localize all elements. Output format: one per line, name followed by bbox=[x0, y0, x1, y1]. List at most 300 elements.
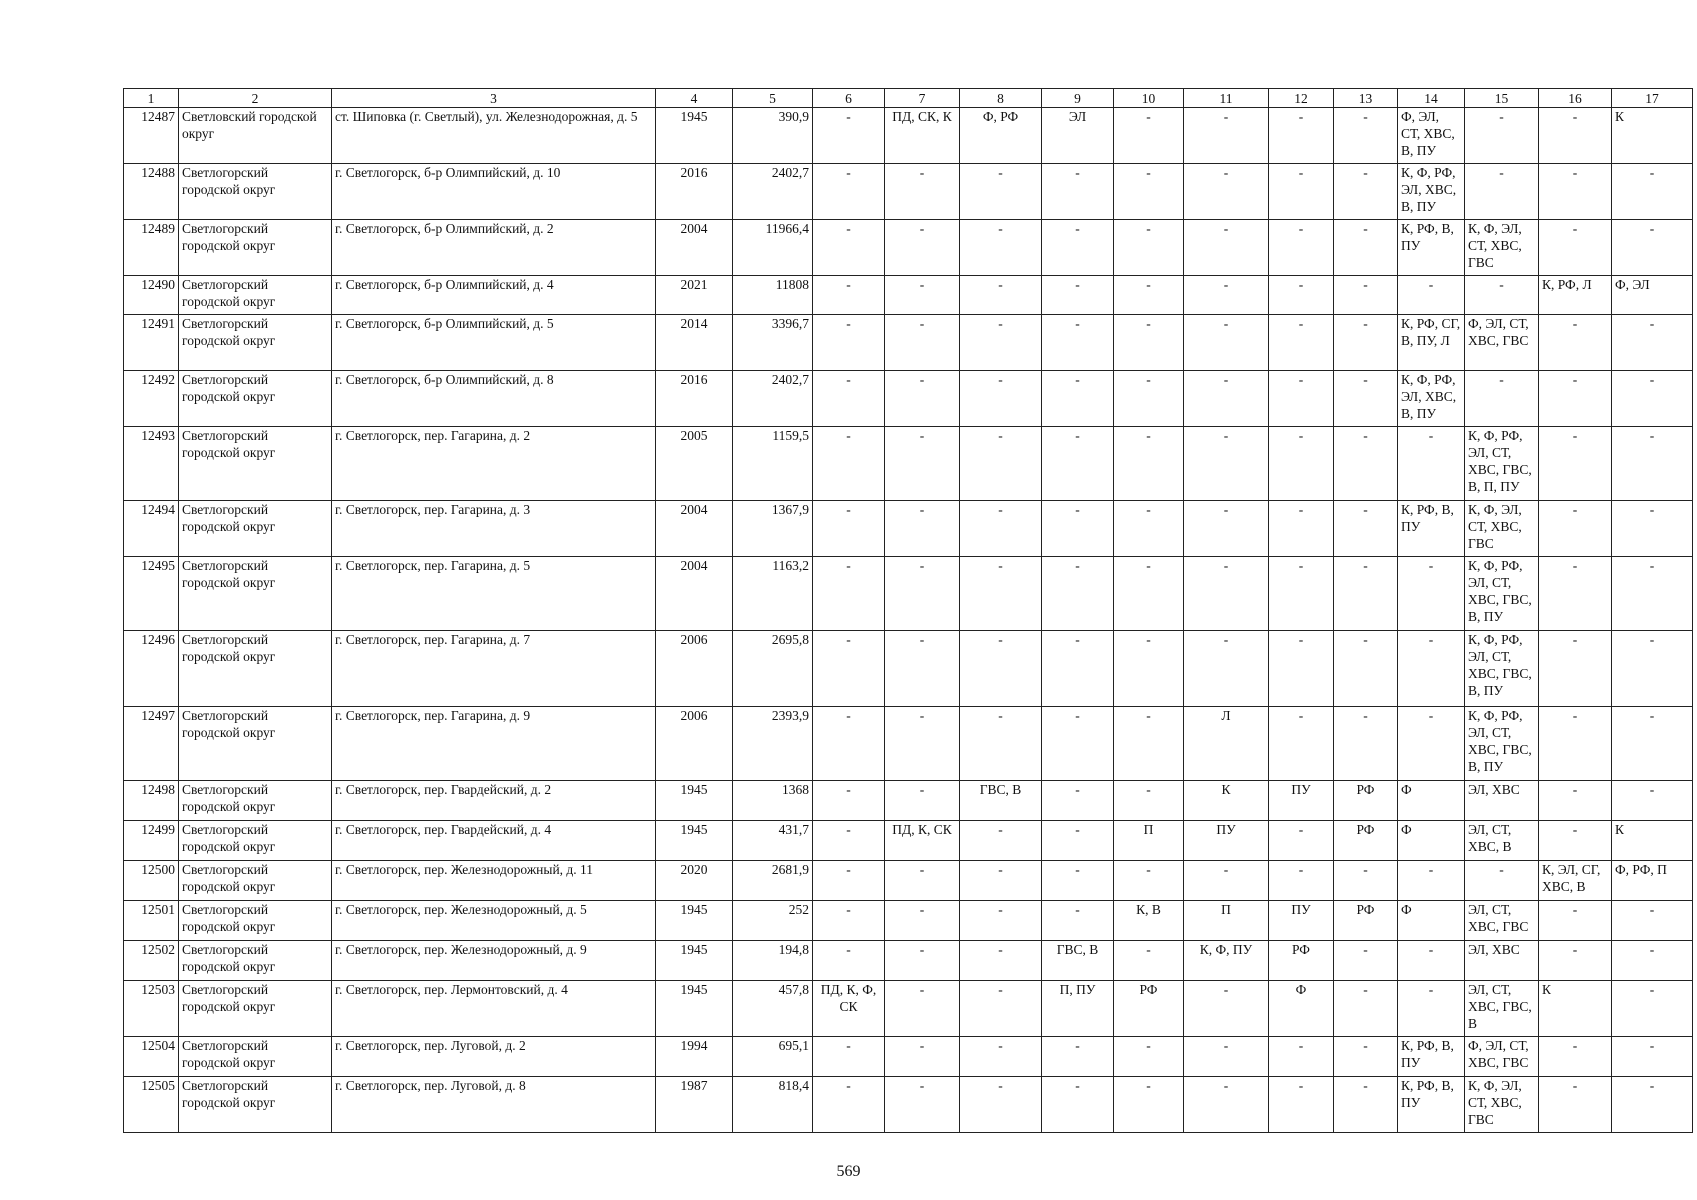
table-cell: - bbox=[1042, 371, 1114, 427]
table-cell: Светлогорский городской округ bbox=[179, 220, 332, 276]
table-cell: 431,7 bbox=[733, 821, 813, 861]
table-cell: - bbox=[1042, 315, 1114, 371]
table-cell: - bbox=[1269, 427, 1334, 501]
table-row bbox=[124, 371, 1693, 427]
table-cell: К, Ф, РФ, ЭЛ, СТ, ХВС, ГВС, В, ПУ bbox=[1465, 707, 1539, 781]
table-cell: 12497 bbox=[124, 707, 179, 781]
table-cell: - bbox=[813, 220, 885, 276]
table-cell: - bbox=[1612, 631, 1693, 707]
table-cell: - bbox=[1539, 427, 1612, 501]
table-cell: - bbox=[1269, 108, 1334, 164]
table-cell: 457,8 bbox=[733, 981, 813, 1037]
column-header: 14 bbox=[1398, 89, 1465, 108]
table-cell: - bbox=[1042, 1037, 1114, 1077]
table-cell: - bbox=[885, 427, 960, 501]
column-header: 12 bbox=[1269, 89, 1334, 108]
table-cell: - bbox=[1334, 1077, 1398, 1133]
table-cell: 12503 bbox=[124, 981, 179, 1037]
table-cell: 695,1 bbox=[733, 1037, 813, 1077]
table-cell: - bbox=[813, 1077, 885, 1133]
table-cell: - bbox=[1612, 371, 1693, 427]
table-cell: - bbox=[1539, 1077, 1612, 1133]
table-cell: - bbox=[885, 371, 960, 427]
table-cell: 2006 bbox=[656, 631, 733, 707]
table-cell: - bbox=[960, 1037, 1042, 1077]
table-row bbox=[124, 631, 1693, 707]
table-cell: Светлогорский городской округ bbox=[179, 781, 332, 821]
table-cell: - bbox=[1612, 1037, 1693, 1077]
page-number: 569 bbox=[836, 1163, 861, 1180]
table-cell: - bbox=[1539, 631, 1612, 707]
table-cell: 1994 bbox=[656, 1037, 733, 1077]
table-cell: - bbox=[1269, 501, 1334, 557]
table-cell: - bbox=[960, 164, 1042, 220]
table-cell: - bbox=[1334, 941, 1398, 981]
table-cell: - bbox=[1334, 164, 1398, 220]
table-cell: - bbox=[1612, 220, 1693, 276]
table-cell: - bbox=[1539, 901, 1612, 941]
table-cell: - bbox=[1269, 821, 1334, 861]
table-cell: РФ bbox=[1334, 901, 1398, 941]
table-cell: - bbox=[1114, 861, 1184, 901]
table-cell: - bbox=[1184, 631, 1269, 707]
table-cell: - bbox=[1184, 276, 1269, 315]
table-cell: - bbox=[1269, 371, 1334, 427]
table-cell: - bbox=[1184, 501, 1269, 557]
table-cell: - bbox=[960, 941, 1042, 981]
table-cell: 12490 bbox=[124, 276, 179, 315]
table-cell: 12491 bbox=[124, 315, 179, 371]
table-cell: - bbox=[960, 861, 1042, 901]
table-cell: - bbox=[1269, 220, 1334, 276]
table-cell: К, РФ, В, ПУ bbox=[1398, 220, 1465, 276]
table-cell: К, В bbox=[1114, 901, 1184, 941]
table-cell: РФ bbox=[1114, 981, 1184, 1037]
table-cell: К, Ф, РФ, ЭЛ, ХВС, В, ПУ bbox=[1398, 164, 1465, 220]
table-row bbox=[124, 941, 1693, 981]
table-cell: 1945 bbox=[656, 981, 733, 1037]
table-cell: 2016 bbox=[656, 164, 733, 220]
table-row bbox=[124, 315, 1693, 371]
table-cell: - bbox=[1114, 1077, 1184, 1133]
table-cell: - bbox=[1114, 501, 1184, 557]
table-cell: - bbox=[885, 1077, 960, 1133]
data-table bbox=[123, 88, 1693, 1133]
table-cell: - bbox=[1398, 276, 1465, 315]
table-cell: - bbox=[960, 557, 1042, 631]
table-cell: г. Светлогорск, б-р Олимпийский, д. 8 bbox=[332, 371, 656, 427]
table-cell: 2004 bbox=[656, 501, 733, 557]
table-cell: 1945 bbox=[656, 821, 733, 861]
table-cell: - bbox=[1334, 220, 1398, 276]
table-cell: - bbox=[1612, 901, 1693, 941]
table-cell: - bbox=[813, 427, 885, 501]
table-cell: 390,9 bbox=[733, 108, 813, 164]
table-cell: 12493 bbox=[124, 427, 179, 501]
table-cell: - bbox=[960, 276, 1042, 315]
table-cell: - bbox=[1612, 707, 1693, 781]
table-cell: - bbox=[885, 1037, 960, 1077]
table-cell: 818,4 bbox=[733, 1077, 813, 1133]
table-cell: - bbox=[1539, 941, 1612, 981]
table-cell: - bbox=[1539, 1037, 1612, 1077]
table-cell: - bbox=[1612, 981, 1693, 1037]
table-cell: 11808 bbox=[733, 276, 813, 315]
table-cell: - bbox=[960, 427, 1042, 501]
table-cell: г. Светлогорск, б-р Олимпийский, д. 4 bbox=[332, 276, 656, 315]
table-cell: К, Ф, РФ, ЭЛ, СТ, ХВС, ГВС, В, ПУ bbox=[1465, 631, 1539, 707]
table-cell: - bbox=[1539, 315, 1612, 371]
table-cell: - bbox=[813, 861, 885, 901]
table-cell: 12505 bbox=[124, 1077, 179, 1133]
table-cell: г. Светлогорск, пер. Лермонтовский, д. 4 bbox=[332, 981, 656, 1037]
table-cell: Л bbox=[1184, 707, 1269, 781]
table-cell: - bbox=[1465, 371, 1539, 427]
table-cell: - bbox=[1539, 371, 1612, 427]
table-cell: 12499 bbox=[124, 821, 179, 861]
table-cell: - bbox=[1334, 315, 1398, 371]
table-cell: К bbox=[1612, 821, 1693, 861]
table-cell: - bbox=[1334, 108, 1398, 164]
table-cell: К, Ф, ЭЛ, СТ, ХВС, ГВС bbox=[1465, 501, 1539, 557]
table-cell: - bbox=[1539, 220, 1612, 276]
table-cell: - bbox=[1539, 781, 1612, 821]
table-cell: - bbox=[1042, 164, 1114, 220]
table-cell: 12495 bbox=[124, 557, 179, 631]
table-cell: - bbox=[885, 164, 960, 220]
table-cell: - bbox=[1612, 427, 1693, 501]
column-header: 7 bbox=[885, 89, 960, 108]
table-cell: ПУ bbox=[1269, 781, 1334, 821]
table-cell: - bbox=[813, 501, 885, 557]
table-cell: Светлогорский городской округ bbox=[179, 557, 332, 631]
table-cell: - bbox=[885, 315, 960, 371]
table-cell: - bbox=[1612, 164, 1693, 220]
table-cell: 2004 bbox=[656, 557, 733, 631]
table-cell: - bbox=[1114, 164, 1184, 220]
table-cell: - bbox=[885, 981, 960, 1037]
table-cell: ПУ bbox=[1269, 901, 1334, 941]
table-cell: - bbox=[1269, 557, 1334, 631]
table-cell: - bbox=[1184, 371, 1269, 427]
table-cell: 2020 bbox=[656, 861, 733, 901]
table-cell: ЭЛ bbox=[1042, 108, 1114, 164]
table-cell: К, РФ, В, ПУ bbox=[1398, 1077, 1465, 1133]
table-cell: - bbox=[1612, 1077, 1693, 1133]
table-cell: - bbox=[813, 557, 885, 631]
table-cell: ПД, К, Ф, СК bbox=[813, 981, 885, 1037]
table-cell: - bbox=[1114, 1037, 1184, 1077]
table-cell: ЭЛ, ХВС bbox=[1465, 781, 1539, 821]
table-cell: - bbox=[885, 901, 960, 941]
table-cell: - bbox=[1042, 427, 1114, 501]
table-cell: ГВС, В bbox=[1042, 941, 1114, 981]
table-cell: - bbox=[1114, 108, 1184, 164]
table-cell: - bbox=[1612, 315, 1693, 371]
table-cell: 12494 bbox=[124, 501, 179, 557]
table-cell: - bbox=[1042, 501, 1114, 557]
table-cell: - bbox=[1539, 821, 1612, 861]
table-cell: - bbox=[1042, 901, 1114, 941]
table-cell: Светлогорский городской округ bbox=[179, 371, 332, 427]
table-cell: ЭЛ, ХВС bbox=[1465, 941, 1539, 981]
table-cell: 12488 bbox=[124, 164, 179, 220]
table-cell: г. Светлогорск, пер. Луговой, д. 8 bbox=[332, 1077, 656, 1133]
table-row bbox=[124, 1037, 1693, 1077]
table-cell: РФ bbox=[1269, 941, 1334, 981]
table-cell: - bbox=[1334, 501, 1398, 557]
table-cell: - bbox=[1184, 108, 1269, 164]
table-cell: - bbox=[1269, 631, 1334, 707]
table-cell: - bbox=[1114, 707, 1184, 781]
table-cell: - bbox=[1042, 1077, 1114, 1133]
table-cell: Светлогорский городской округ bbox=[179, 1077, 332, 1133]
table-cell: - bbox=[1334, 1037, 1398, 1077]
table-cell: - bbox=[960, 821, 1042, 861]
table-cell: 2681,9 bbox=[733, 861, 813, 901]
table-cell: - bbox=[1184, 427, 1269, 501]
table-cell: К, Ф, ЭЛ, СТ, ХВС, ГВС bbox=[1465, 1077, 1539, 1133]
table-cell: Ф, РФ bbox=[960, 108, 1042, 164]
table-cell: - bbox=[960, 631, 1042, 707]
table-cell: К, Ф, РФ, ЭЛ, СТ, ХВС, ГВС, В, П, ПУ bbox=[1465, 427, 1539, 501]
table-cell: - bbox=[813, 707, 885, 781]
table-cell: - bbox=[960, 981, 1042, 1037]
table-cell: г. Светлогорск, б-р Олимпийский, д. 5 bbox=[332, 315, 656, 371]
table-cell: - bbox=[1042, 861, 1114, 901]
table-cell: К, Ф, ПУ bbox=[1184, 941, 1269, 981]
table-cell: - bbox=[1184, 220, 1269, 276]
table-cell: г. Светлогорск, пер. Луговой, д. 2 bbox=[332, 1037, 656, 1077]
table-cell: - bbox=[1269, 861, 1334, 901]
table-cell: - bbox=[885, 557, 960, 631]
table-row bbox=[124, 557, 1693, 631]
table-row bbox=[124, 427, 1693, 501]
table-cell: Светлогорский городской округ bbox=[179, 707, 332, 781]
table-cell: Светлогорский городской округ bbox=[179, 631, 332, 707]
column-header: 11 bbox=[1184, 89, 1269, 108]
table-cell: - bbox=[1398, 631, 1465, 707]
table-cell: ПУ bbox=[1184, 821, 1269, 861]
table-cell: - bbox=[1114, 427, 1184, 501]
table-cell: К, РФ, В, ПУ bbox=[1398, 501, 1465, 557]
table-cell: - bbox=[813, 108, 885, 164]
table-cell: г. Светлогорск, б-р Олимпийский, д. 2 bbox=[332, 220, 656, 276]
column-header: 17 bbox=[1612, 89, 1693, 108]
table-cell: - bbox=[885, 707, 960, 781]
table-cell: 1987 bbox=[656, 1077, 733, 1133]
table-cell: П, ПУ bbox=[1042, 981, 1114, 1037]
table-cell: - bbox=[1042, 631, 1114, 707]
table-cell: Ф, ЭЛ, СТ, ХВС, В, ПУ bbox=[1398, 108, 1465, 164]
column-header: 4 bbox=[656, 89, 733, 108]
column-header: 13 bbox=[1334, 89, 1398, 108]
table-cell: - bbox=[1334, 427, 1398, 501]
table-cell: - bbox=[960, 501, 1042, 557]
table-cell: 2006 bbox=[656, 707, 733, 781]
table-cell: - bbox=[1334, 631, 1398, 707]
table-cell: - bbox=[1184, 861, 1269, 901]
table-row bbox=[124, 1077, 1693, 1133]
table-cell: - bbox=[1465, 276, 1539, 315]
table-cell: - bbox=[1184, 315, 1269, 371]
table-cell: г. Светлогорск, пер. Гагарина, д. 5 bbox=[332, 557, 656, 631]
table-cell: П bbox=[1184, 901, 1269, 941]
table-cell: - bbox=[960, 371, 1042, 427]
table-cell: - bbox=[1334, 276, 1398, 315]
table-cell: - bbox=[885, 941, 960, 981]
table-cell: г. Светлогорск, пер. Гагарина, д. 3 bbox=[332, 501, 656, 557]
table-cell: П bbox=[1114, 821, 1184, 861]
table-cell: - bbox=[1114, 557, 1184, 631]
table-cell: - bbox=[813, 631, 885, 707]
column-header: 5 bbox=[733, 89, 813, 108]
table-cell: г. Светлогорск, пер. Гагарина, д. 9 bbox=[332, 707, 656, 781]
table-cell: 12500 bbox=[124, 861, 179, 901]
table-cell: 1945 bbox=[656, 901, 733, 941]
table-cell: - bbox=[1114, 315, 1184, 371]
table-cell: Светлогорский городской округ bbox=[179, 427, 332, 501]
table-cell: 12502 bbox=[124, 941, 179, 981]
table-cell: ЭЛ, СТ, ХВС, ГВС, В bbox=[1465, 981, 1539, 1037]
table-cell: - bbox=[1334, 861, 1398, 901]
table-cell: - bbox=[1465, 164, 1539, 220]
table-cell: 1945 bbox=[656, 108, 733, 164]
column-header: 3 bbox=[332, 89, 656, 108]
table-cell: ЭЛ, СТ, ХВС, В bbox=[1465, 821, 1539, 861]
table-cell: - bbox=[1184, 1077, 1269, 1133]
table-cell: - bbox=[1612, 781, 1693, 821]
table-cell: - bbox=[1042, 821, 1114, 861]
table-cell: - bbox=[1114, 781, 1184, 821]
table-cell: - bbox=[960, 220, 1042, 276]
table-cell: - bbox=[1465, 861, 1539, 901]
table-cell: - bbox=[885, 631, 960, 707]
table-cell: 2014 bbox=[656, 315, 733, 371]
table-cell: - bbox=[813, 276, 885, 315]
table-cell: 11966,4 bbox=[733, 220, 813, 276]
column-header: 1 bbox=[124, 89, 179, 108]
table-cell: - bbox=[885, 220, 960, 276]
table-cell: - bbox=[885, 501, 960, 557]
table-cell: - bbox=[1539, 557, 1612, 631]
table-row bbox=[124, 164, 1693, 220]
table-cell: К bbox=[1612, 108, 1693, 164]
table-cell: К, РФ, Л bbox=[1539, 276, 1612, 315]
table-cell: - bbox=[1269, 276, 1334, 315]
table-cell: 2393,9 bbox=[733, 707, 813, 781]
table-cell: г. Светлогорск, б-р Олимпийский, д. 10 bbox=[332, 164, 656, 220]
table-cell: Светлогорский городской округ bbox=[179, 941, 332, 981]
table-cell: 1945 bbox=[656, 941, 733, 981]
table-cell: Ф, РФ, П bbox=[1612, 861, 1693, 901]
table-cell: - bbox=[813, 821, 885, 861]
column-header: 2 bbox=[179, 89, 332, 108]
table-row bbox=[124, 981, 1693, 1037]
table-cell: - bbox=[1539, 108, 1612, 164]
column-header: 16 bbox=[1539, 89, 1612, 108]
table-cell: 252 bbox=[733, 901, 813, 941]
table-cell: - bbox=[1042, 707, 1114, 781]
table-cell: 1159,5 bbox=[733, 427, 813, 501]
table-cell: Светлогорский городской округ bbox=[179, 1037, 332, 1077]
table-cell: 12498 bbox=[124, 781, 179, 821]
table-cell: - bbox=[1042, 276, 1114, 315]
table-cell: 12501 bbox=[124, 901, 179, 941]
table-cell: - bbox=[1539, 501, 1612, 557]
table-row bbox=[124, 220, 1693, 276]
table-cell: г. Светлогорск, пер. Гвардейский, д. 2 bbox=[332, 781, 656, 821]
table-cell: г. Светлогорск, пер. Гвардейский, д. 4 bbox=[332, 821, 656, 861]
table-cell: Ф, ЭЛ bbox=[1612, 276, 1693, 315]
table-cell: - bbox=[1269, 707, 1334, 781]
table-cell: 12504 bbox=[124, 1037, 179, 1077]
header-row bbox=[124, 89, 1693, 108]
table-cell: 2005 bbox=[656, 427, 733, 501]
table-cell: 12487 bbox=[124, 108, 179, 164]
table-cell: - bbox=[1612, 557, 1693, 631]
table-cell: - bbox=[885, 781, 960, 821]
table-cell: Ф bbox=[1269, 981, 1334, 1037]
table-cell: РФ bbox=[1334, 821, 1398, 861]
table-row bbox=[124, 707, 1693, 781]
table-cell: ГВС, В bbox=[960, 781, 1042, 821]
table-cell: 1163,2 bbox=[733, 557, 813, 631]
table-cell: - bbox=[1465, 108, 1539, 164]
table-cell: - bbox=[1539, 707, 1612, 781]
column-header: 10 bbox=[1114, 89, 1184, 108]
table-cell: РФ bbox=[1334, 781, 1398, 821]
table-cell: К, Ф, ЭЛ, СТ, ХВС, ГВС bbox=[1465, 220, 1539, 276]
table-cell: 12489 bbox=[124, 220, 179, 276]
table-cell: Светлогорский городской округ bbox=[179, 315, 332, 371]
table-cell: - bbox=[960, 1077, 1042, 1133]
table-cell: - bbox=[1398, 941, 1465, 981]
table-cell: Ф bbox=[1398, 901, 1465, 941]
table-cell: - bbox=[1114, 276, 1184, 315]
table-cell: - bbox=[1334, 707, 1398, 781]
table-cell: - bbox=[813, 371, 885, 427]
table-cell: - bbox=[1398, 707, 1465, 781]
table-cell: Ф, ЭЛ, СТ, ХВС, ГВС bbox=[1465, 1037, 1539, 1077]
table-cell: - bbox=[813, 1037, 885, 1077]
table-cell: Светлогорский городской округ bbox=[179, 821, 332, 861]
table-row bbox=[124, 861, 1693, 901]
table-cell: Светлогорский городской округ bbox=[179, 276, 332, 315]
table-body bbox=[124, 108, 1693, 1133]
table-cell: К, Ф, РФ, ЭЛ, СТ, ХВС, ГВС, В, ПУ bbox=[1465, 557, 1539, 631]
table-cell: - bbox=[813, 901, 885, 941]
table-cell: - bbox=[1184, 557, 1269, 631]
table-cell: К, Ф, РФ, ЭЛ, ХВС, В, ПУ bbox=[1398, 371, 1465, 427]
table-cell: Ф bbox=[1398, 781, 1465, 821]
table-cell: - bbox=[1269, 315, 1334, 371]
table-cell: - bbox=[1398, 557, 1465, 631]
table-cell: ПД, СК, К bbox=[885, 108, 960, 164]
table-cell: 2695,8 bbox=[733, 631, 813, 707]
table-cell: - bbox=[813, 781, 885, 821]
table-cell: 12492 bbox=[124, 371, 179, 427]
table-cell: К, ЭЛ, СГ, ХВС, В bbox=[1539, 861, 1612, 901]
table-cell: Ф bbox=[1398, 821, 1465, 861]
table-cell: г. Светлогорск, пер. Железнодорожный, д. 5 bbox=[332, 901, 656, 941]
table-cell: - bbox=[960, 901, 1042, 941]
table-cell: - bbox=[1398, 427, 1465, 501]
table-row bbox=[124, 501, 1693, 557]
table-cell: - bbox=[1114, 371, 1184, 427]
table-cell: Светлогорский городской округ bbox=[179, 861, 332, 901]
table-cell: 1368 bbox=[733, 781, 813, 821]
